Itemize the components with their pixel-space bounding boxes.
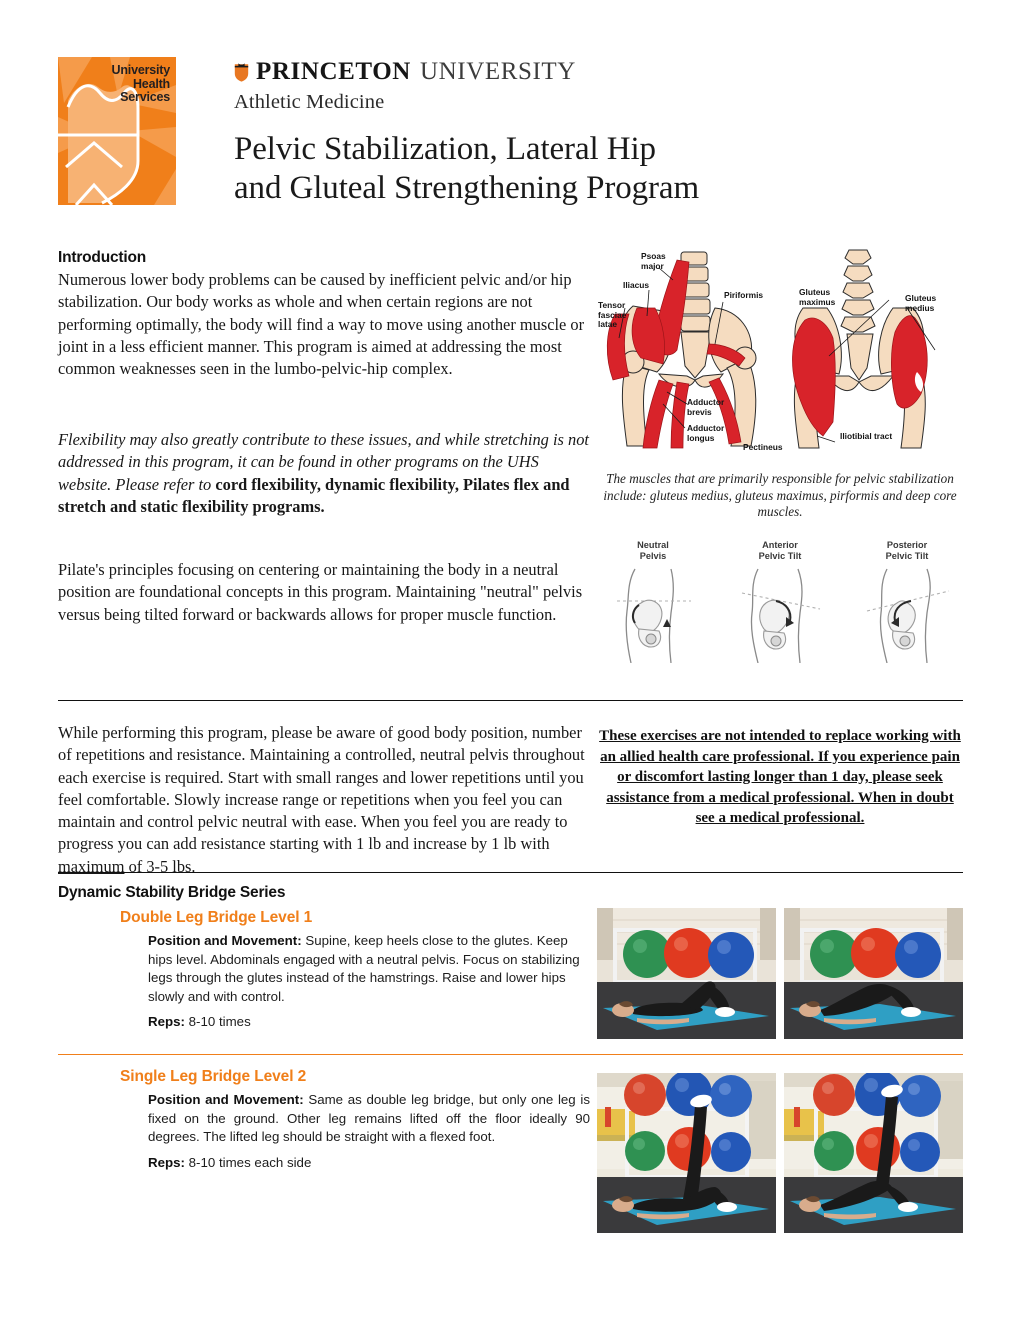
pilates-paragraph: Pilate's principles focusing on centering or maintaining the body in a neutral position are foundational concepts in this program. Maintaining "neutral" pelvis versus being tilted forward or backwards allows for proper muscle function. — [58, 560, 583, 624]
medical-warning-text: These exercises are not intended to replace working with an allied health care professional. If you experience pain or discomfort lasting longer than 1 day, please seek assistance from a medical professional. When in doubt see a medical professional. — [599, 728, 961, 826]
princeton-shield-icon — [234, 63, 249, 82]
page-title — [234, 130, 964, 208]
uhs-logo-line-1: University — [111, 63, 170, 77]
exercise-series-block — [58, 884, 590, 1032]
uhs-logo-line-2: Health — [132, 76, 170, 91]
exercise-photo-1b — [784, 908, 963, 1039]
exercise-reps-text-1: 8-10 times — [184, 1014, 251, 1029]
pelvic-tilt-neutral-label-line2: Pelvis — [639, 551, 667, 561]
exercise-position-label-2: Position and Movement: — [148, 1092, 304, 1107]
exercise-position-single-leg-bridge — [148, 1091, 590, 1147]
pelvic-tilt-posterior-label — [851, 540, 963, 562]
anatomy-figure — [597, 246, 963, 521]
pelvic-tilt-posterior-label-line1: Posterior — [886, 540, 928, 550]
department-name: Athletic Medicine — [234, 91, 385, 113]
exercise-photo-2a — [597, 1073, 776, 1233]
divider-between-exercises — [58, 1054, 963, 1055]
pelvic-tilt-neutral — [597, 540, 709, 668]
exercise-position-text-1: Supine, keep heels close to the glutes. Keep hips level. Abdominals engaged with a neutral pelvis. Focus on stabilizing legs through the glutes instead of the hamstrings. Raise and lower hips slowly and with control. — [148, 933, 580, 1004]
exercise-details-single-leg-bridge — [148, 1091, 590, 1172]
exercise-photos-single-leg-bridge — [597, 1073, 963, 1233]
exercise-photos-double-leg-bridge — [597, 908, 963, 1039]
page-title-line-1: Pelvic Stabilization, Lateral Hip — [234, 131, 656, 167]
pelvic-tilt-anterior-label-line1: Anterior — [762, 540, 798, 550]
princeton-wordmark — [234, 57, 964, 87]
pelvic-tilt-neutral-label — [597, 540, 709, 562]
pelvic-tilt-figure — [597, 540, 963, 668]
exercise-position-label-1: Position and Movement: — [148, 933, 302, 948]
exercise-position-text-2: Same as double leg bridge, but only one leg is fixed on the ground. Other leg remains lifted off the floor ideally 90 degrees. The lifted leg should be straight with a flexed foot. — [148, 1092, 590, 1144]
header-brand-block — [234, 57, 964, 208]
anatomy-label-psoas-major: Psoas major — [641, 251, 666, 271]
page-title-line-2: and Gluteal Strengthening Program — [234, 170, 700, 206]
anatomy-label-pectineus: Pectineus — [743, 442, 783, 452]
pelvic-tilt-posterior — [851, 540, 963, 668]
princeton-light-text: UNIVERSITY — [419, 58, 576, 85]
guidance-paragraph-post: of 3-5 lbs. — [124, 856, 196, 876]
pelvic-tilt-anterior — [724, 540, 836, 668]
anatomy-caption: The muscles that are primarily responsible for pelvic stabilization include: gluteus medius, gluteus maximus, pirformis and deep core muscles. — [603, 471, 957, 519]
pelvic-tilt-anterior-label — [724, 540, 836, 562]
exercise-reps-double-leg-bridge — [148, 1013, 590, 1032]
divider-above-exercises — [58, 872, 963, 873]
exercise-reps-label-1: Reps: — [148, 1014, 185, 1029]
flexibility-bold-run: cord flexibility, dynamic flexibility, Pilates flex and stretch and static flexibility programs. — [58, 474, 570, 516]
anatomy-label-gluteus-medius: Gluteus medius — [905, 293, 937, 313]
divider-above-guidance — [58, 700, 963, 701]
medical-warning-block — [597, 726, 963, 829]
exercise-reps-single-leg-bridge — [148, 1154, 590, 1173]
anatomy-label-adductor-brevis: Adductor brevis — [687, 397, 725, 417]
flexibility-paragraph — [58, 429, 590, 518]
exercise-name-double-leg-bridge: Double Leg Bridge Level 1 — [120, 909, 313, 926]
introduction-heading: Introduction — [58, 249, 146, 266]
pilates-note — [58, 559, 590, 626]
anatomy-illustration — [597, 246, 963, 464]
pelvic-tilt-neutral-label-line1: Neutral — [637, 540, 669, 550]
anatomy-label-gluteus-maximus: Gluteus maximus — [799, 287, 836, 307]
exercise-photo-1a — [597, 908, 776, 1039]
uhs-logo — [58, 57, 176, 205]
pelvic-tilt-posterior-diagram — [851, 567, 963, 663]
pelvic-tilt-anterior-diagram — [724, 567, 836, 663]
guidance-section — [58, 722, 590, 878]
exercise-position-double-leg-bridge — [148, 932, 590, 1006]
uhs-logo-text — [112, 64, 170, 105]
exercise-reps-label-2: Reps: — [148, 1154, 185, 1170]
exercise-series-title: Dynamic Stability Bridge Series — [58, 884, 286, 901]
guidance-paragraph — [58, 722, 590, 878]
document-header — [58, 57, 963, 217]
exercise-name-single-leg-bridge: Single Leg Bridge Level 2 — [120, 1068, 307, 1085]
pelvic-tilt-neutral-diagram — [597, 567, 709, 663]
pelvic-tilt-row — [597, 540, 963, 668]
anatomy-label-iliotibial-tract: Iliotibial tract — [840, 431, 893, 441]
anatomy-label-tensor-fasciae-latae: Tensor fasciae latae — [598, 300, 627, 330]
princeton-bold-text: PRINCETON — [256, 58, 411, 85]
exercise-photo-2b — [784, 1073, 963, 1233]
flexibility-note — [58, 429, 590, 518]
exercise-item-single-leg-bridge — [120, 1068, 590, 1172]
exercise-reps-text-2: 8-10 times each side — [184, 1154, 312, 1170]
introduction-section — [58, 249, 590, 380]
pelvic-tilt-posterior-label-line2: Pelvic Tilt — [885, 551, 929, 561]
anatomy-label-iliacus: Iliacus — [623, 280, 650, 290]
introduction-paragraph: Numerous lower body problems can be caused by inefficient pelvic and/or hip stabilization. Our body works as whole and when certain regions are not performing optimally, the body will find a way to move using another muscle or joint in a less efficient manner. This program is aimed at addressing the most common weaknesses seen in the lumbo-pelvic-hip complex. — [58, 270, 585, 379]
exercise-details-double-leg-bridge — [148, 932, 590, 1032]
exercise-item-double-leg-bridge — [120, 909, 590, 1032]
uhs-logo-line-3: Services — [120, 90, 170, 104]
pelvic-tilt-anterior-label-line2: Pelvic Tilt — [758, 551, 802, 561]
anatomy-label-piriformis: Piriformis — [724, 290, 764, 300]
guidance-paragraph-underlined: maximum — [58, 856, 125, 876]
guidance-paragraph-pre: While performing this program, please be aware of good body position, number of repetitions and resistance. Maintaining a controlled, neutral pelvis throughout each exercise is required. Start with small ranges and lower repetitions until you feel comfortable. Slowly increase range or repetitions when you feel you can maintain and control pelvic neutral with ease. When you feel you are ready to progress you can add resistance starting with 1 lb and increase by 1 lb with — [58, 723, 585, 854]
anatomy-label-adductor-longus: Adductor longus — [687, 423, 725, 443]
flexibility-italic-run: Flexibility may also greatly contribute to these issues, and while stretching is not addressed in this program, it can be found in other programs on the UHS website. Please refer to — [58, 430, 589, 494]
